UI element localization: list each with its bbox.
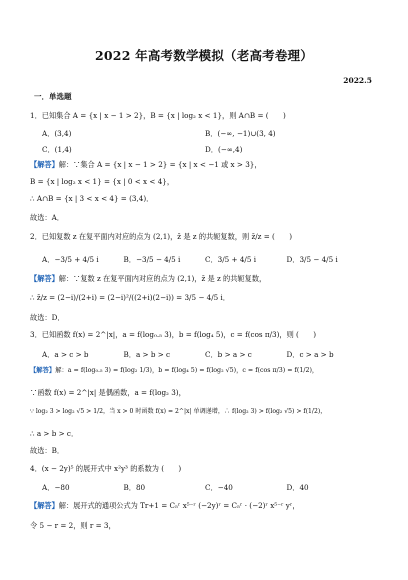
q2-option-b: B．−3/5 − 4/5 i (123, 255, 181, 264)
exam-date: 2022.5 (343, 76, 372, 85)
q3-answer: 故选：B． (30, 446, 65, 455)
page-title: 2022 年高考数学模拟（老高考卷理） (95, 48, 313, 63)
q1-answer: 故选：A． (30, 213, 64, 222)
question-4-options (42, 483, 368, 493)
q1-solution-line: 【解答】解：∵集合 A = {x | x − 1 > 2} = {x | x < −1 或 x > 3}， (30, 160, 262, 169)
q2-option-a: A．−3/5 + 4/5 i (42, 255, 99, 264)
q1-solution-line: ∴ A∩B = {x | 3 < x < 4} = (3,4)． (30, 194, 154, 203)
q1-option-b: B．(−∞, −1)∪(3, 4) (205, 129, 276, 138)
question-2-options (42, 255, 368, 265)
question-3-options (42, 350, 368, 360)
q1-option-a: A．(3,4) (42, 129, 72, 138)
question-4-stem: 4．(x − 2y)⁵ 的展开式中 x²y³ 的系数为 ( ) (30, 464, 182, 473)
question-1-options-row-1 (42, 129, 368, 139)
q2-solution-line: ∴ z̄/z = (2−i)/(2+i) = (2−i)²/((2+i)(2−i)) = 3/5 − 4/5 i． (30, 293, 230, 302)
solution-marker: 【解答】 (30, 501, 59, 510)
q2-option-c: C．3/5 + 4/5 i (205, 255, 256, 264)
q1-option-c: C．(1,4) (42, 145, 72, 154)
q3-option-b: B．a > b > c (123, 350, 171, 359)
q3-option-a: A．a > c > b (42, 350, 89, 359)
q2-solution-line: 【解答】解：∵复数 z 在复平面内对应的点为 (2,1)，z̄ 是 z 的共轭复数， (30, 274, 267, 283)
q1-option-d: D．(−∞,4) (205, 145, 243, 154)
q2-answer: 故选：D． (30, 313, 65, 322)
q3-solution-line: 【解答】解：a = f(log₀.₅ 3) = f(log₂ 1/3)，b = f(log₄ 5) = f(log₂ √5)，c = f(cos π/3) = f(1/2)， (30, 367, 319, 374)
q3-option-d: D．c > a > b (286, 350, 334, 359)
q4-option-b: B．80 (123, 483, 146, 492)
question-3-stem: 3．已知函数 f(x) = 2^|x|，a = f(log₀.₅ 3)，b = f(log₄ 5)，c = f(cos π/3)，则 ( ) (30, 330, 317, 339)
q4-option-d: D．40 (286, 483, 309, 492)
solution-marker: 【解答】 (30, 274, 59, 283)
q1-solution-line: B = {x | log₂ x < 1} = {x | 0 < x < 4}， (30, 177, 175, 186)
q4-solution-line: 【解答】解：展开式的通项公式为 Tr+1 = C₅ʳ x⁵⁻ʳ (−2y)ʳ = C₅ʳ · (−2)ʳ x⁵⁻ʳ yʳ， (30, 501, 300, 510)
question-1-stem: 1．已知集合 A = {x | x − 1 > 2}，B = {x | log₂ x < 1}，则 A∩B = ( ) (30, 111, 286, 120)
solution-marker: 【解答】 (30, 160, 59, 169)
question-1-options-row-2 (42, 145, 368, 155)
q3-option-c: C．b > a > c (205, 350, 252, 359)
q4-option-c: C．−40 (205, 483, 233, 492)
q3-solution-line: ∵ log₂ 3 > log₂ √5 > 1/2，当 x > 0 时函数 f(x) = 2^|x| 单调递增，∴ f(log₂ 3) > f(log₂ √5) > f(1/2)， (30, 408, 327, 415)
question-2-stem: 2．已知复数 z 在复平面内对应的点为 (2,1)，z̄ 是 z 的共轭复数，则 z̄/z = ( ) (30, 232, 293, 241)
q2-option-d: D．3/5 − 4/5 i (286, 255, 338, 264)
q4-solution-line: 令 5 − r = 2，则 r = 3， (30, 521, 116, 530)
q3-solution-line: ∵函数 f(x) = 2^|x| 是偶函数，a = f(log₂ 3)， (30, 388, 186, 397)
q4-option-a: A．−80 (42, 483, 70, 492)
section-heading: 一．单选题 (34, 92, 72, 101)
q3-solution-line: ∴ a > b > c． (30, 429, 79, 438)
solution-marker: 【解答】 (30, 367, 56, 374)
